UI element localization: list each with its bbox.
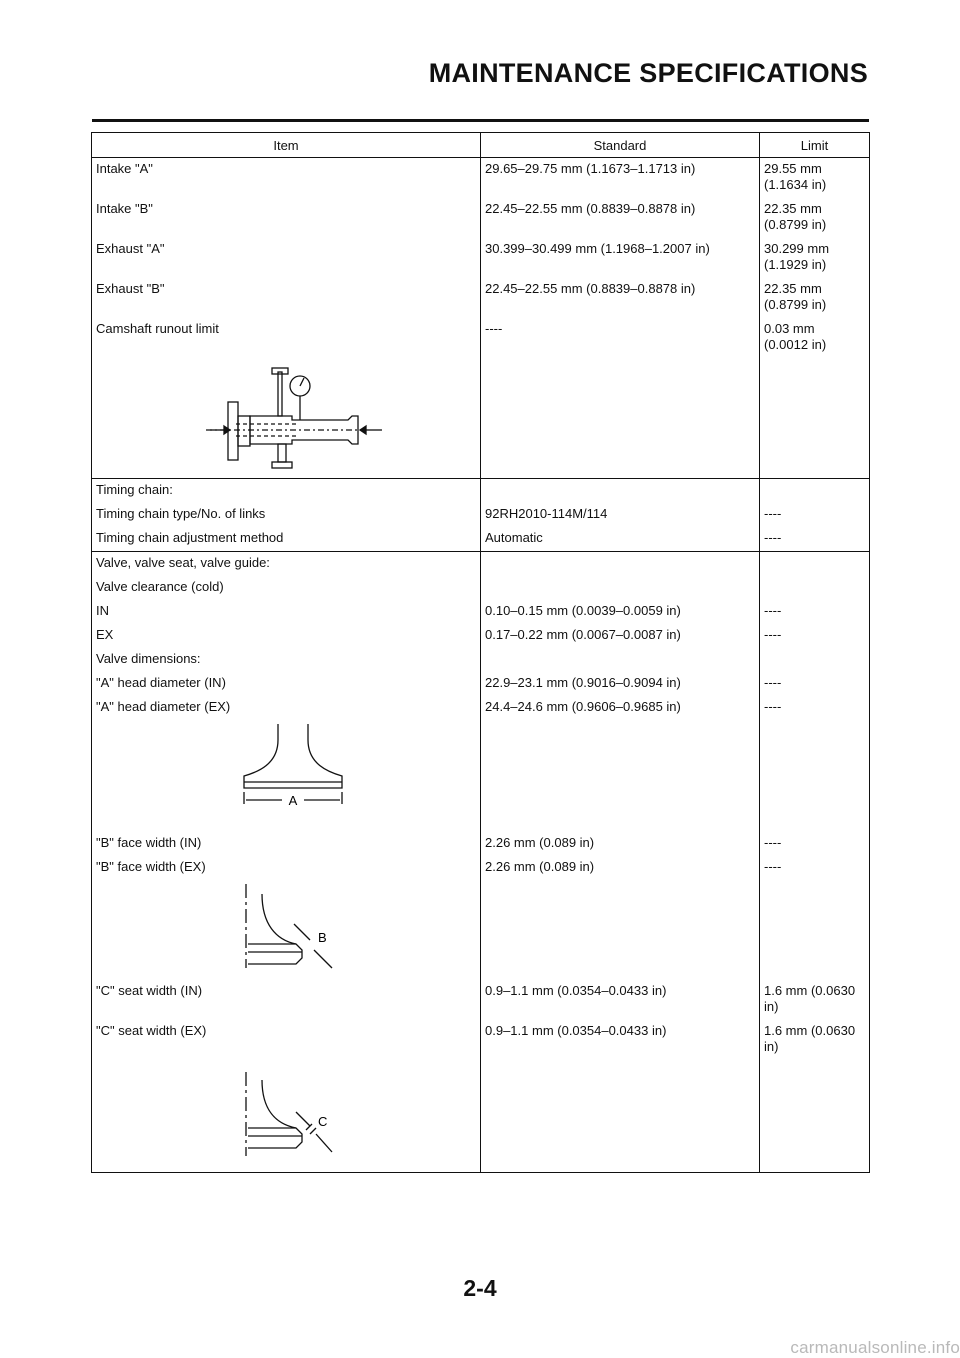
subsection-heading: Valve dimensions: bbox=[92, 648, 481, 672]
item-cell: "A" head diameter (EX) bbox=[92, 696, 481, 720]
limit-line: 22.35 mm bbox=[764, 201, 822, 216]
empty-cell bbox=[481, 552, 760, 577]
standard-cell: 0.10–0.15 mm (0.0039–0.0059 in) bbox=[481, 600, 760, 624]
empty-cell bbox=[760, 552, 870, 577]
table-row bbox=[92, 238, 870, 278]
figure-row bbox=[92, 1060, 870, 1173]
limit-line: (0.8799 in) bbox=[764, 297, 827, 312]
figure-label-b: B bbox=[318, 930, 327, 945]
standard-cell: 24.4–24.6 mm (0.9606–0.9685 in) bbox=[481, 696, 760, 720]
limit-cell: ---- bbox=[760, 600, 870, 624]
empty-cell bbox=[760, 479, 870, 504]
figure-cell bbox=[92, 720, 481, 832]
header-item: Item bbox=[92, 133, 481, 158]
figure-cell bbox=[92, 1060, 481, 1173]
section-heading: Valve, valve seat, valve guide: bbox=[92, 552, 481, 577]
empty-cell bbox=[760, 576, 870, 600]
limit-line: 29.55 mm bbox=[764, 161, 822, 176]
figure-label-a: A bbox=[288, 793, 298, 808]
limit-line: 1.6 mm (0.0630 bbox=[764, 983, 856, 998]
header-limit: Limit bbox=[760, 133, 870, 158]
figure-spacer bbox=[760, 1060, 870, 1173]
table-row bbox=[92, 696, 870, 720]
limit-cell bbox=[760, 1020, 870, 1060]
subsection-heading: Valve clearance (cold) bbox=[92, 576, 481, 600]
standard-cell: 0.17–0.22 mm (0.0067–0.0087 in) bbox=[481, 624, 760, 648]
item-cell: "C" seat width (IN) bbox=[92, 980, 481, 1020]
valve-face-width-figure bbox=[96, 880, 476, 980]
standard-cell: 22.9–23.1 mm (0.9016–0.9094 in) bbox=[481, 672, 760, 696]
standard-cell: 22.45–22.55 mm (0.8839–0.8878 in) bbox=[481, 198, 760, 238]
section-row bbox=[92, 552, 870, 577]
item-cell: Intake "B" bbox=[92, 198, 481, 238]
empty-cell bbox=[481, 576, 760, 600]
page-title: MAINTENANCE SPECIFICATIONS bbox=[428, 58, 868, 88]
standard-cell: 92RH2010-114M/114 bbox=[481, 503, 760, 527]
limit-line: in) bbox=[764, 1039, 779, 1054]
subsection-row bbox=[92, 648, 870, 672]
empty-cell bbox=[481, 648, 760, 672]
table-row bbox=[92, 980, 870, 1020]
item-cell: "A" head diameter (IN) bbox=[92, 672, 481, 696]
figure-row bbox=[92, 880, 870, 980]
limit-line: in) bbox=[764, 999, 779, 1014]
table-row bbox=[92, 624, 870, 648]
table-row bbox=[92, 672, 870, 696]
limit-cell: ---- bbox=[760, 503, 870, 527]
figure-spacer bbox=[481, 1060, 760, 1173]
limit-line: (1.1634 in) bbox=[764, 177, 827, 192]
item-cell: Camshaft runout limit bbox=[92, 318, 481, 358]
camshaft-runout-figure bbox=[96, 358, 476, 478]
standard-cell: 2.26 mm (0.089 in) bbox=[481, 856, 760, 880]
limit-cell bbox=[760, 198, 870, 238]
limit-cell: ---- bbox=[760, 696, 870, 720]
table-row bbox=[92, 198, 870, 238]
spec-table bbox=[91, 132, 870, 1173]
figure-cell bbox=[92, 880, 481, 980]
table-row bbox=[92, 600, 870, 624]
item-cell: "B" face width (EX) bbox=[92, 856, 481, 880]
page-number: 2-4 bbox=[463, 1275, 497, 1301]
standard-cell: ---- bbox=[481, 318, 760, 358]
valve-seat-width-figure bbox=[96, 1060, 476, 1172]
item-cell: Timing chain adjustment method bbox=[92, 527, 481, 552]
figure-spacer bbox=[481, 358, 760, 479]
watermark: carmanualsonline.info bbox=[790, 1338, 960, 1357]
standard-cell: 0.9–1.1 mm (0.0354–0.0433 in) bbox=[481, 980, 760, 1020]
figure-label-c: C bbox=[318, 1114, 328, 1129]
item-cell: Timing chain type/No. of links bbox=[92, 503, 481, 527]
limit-cell bbox=[760, 318, 870, 358]
limit-cell bbox=[760, 238, 870, 278]
limit-line: 1.6 mm (0.0630 bbox=[764, 1023, 856, 1038]
figure-spacer bbox=[481, 720, 760, 832]
limit-line: 22.35 mm bbox=[764, 281, 822, 296]
table-row bbox=[92, 503, 870, 527]
limit-line: (0.0012 in) bbox=[764, 337, 827, 352]
standard-cell: 22.45–22.55 mm (0.8839–0.8878 in) bbox=[481, 278, 760, 318]
figure-row bbox=[92, 720, 870, 832]
limit-cell: ---- bbox=[760, 832, 870, 856]
figure-spacer bbox=[760, 720, 870, 832]
section-heading: Timing chain: bbox=[92, 479, 481, 504]
item-cell: Exhaust "A" bbox=[92, 238, 481, 278]
item-cell: EX bbox=[92, 624, 481, 648]
empty-cell bbox=[481, 479, 760, 504]
item-cell: Exhaust "B" bbox=[92, 278, 481, 318]
empty-cell bbox=[760, 648, 870, 672]
table-header-row bbox=[92, 133, 870, 158]
subsection-row bbox=[92, 576, 870, 600]
figure-row bbox=[92, 358, 870, 479]
item-cell: Intake "A" bbox=[92, 158, 481, 199]
figure-cell bbox=[92, 358, 481, 479]
limit-cell: ---- bbox=[760, 856, 870, 880]
table-row bbox=[92, 278, 870, 318]
limit-cell bbox=[760, 980, 870, 1020]
item-cell: IN bbox=[92, 600, 481, 624]
item-cell: "B" face width (IN) bbox=[92, 832, 481, 856]
table-row bbox=[92, 1020, 870, 1060]
table-row bbox=[92, 158, 870, 199]
header-standard: Standard bbox=[481, 133, 760, 158]
limit-cell: ---- bbox=[760, 672, 870, 696]
standard-cell: 0.9–1.1 mm (0.0354–0.0433 in) bbox=[481, 1020, 760, 1060]
limit-cell: ---- bbox=[760, 527, 870, 552]
item-cell: "C" seat width (EX) bbox=[92, 1020, 481, 1060]
table-row bbox=[92, 527, 870, 552]
limit-cell bbox=[760, 158, 870, 199]
section-row bbox=[92, 479, 870, 504]
table-row bbox=[92, 318, 870, 358]
standard-cell: 2.26 mm (0.089 in) bbox=[481, 832, 760, 856]
valve-head-diameter-figure bbox=[96, 720, 476, 832]
figure-spacer bbox=[481, 880, 760, 980]
limit-cell: ---- bbox=[760, 624, 870, 648]
standard-cell: 30.399–30.499 mm (1.1968–1.2007 in) bbox=[481, 238, 760, 278]
table-row bbox=[92, 856, 870, 880]
table-row bbox=[92, 832, 870, 856]
limit-cell bbox=[760, 278, 870, 318]
figure-spacer bbox=[760, 358, 870, 479]
limit-line: 0.03 mm bbox=[764, 321, 815, 336]
standard-cell: 29.65–29.75 mm (1.1673–1.1713 in) bbox=[481, 158, 760, 199]
limit-line: (1.1929 in) bbox=[764, 257, 827, 272]
limit-line: 30.299 mm bbox=[764, 241, 830, 256]
limit-line: (0.8799 in) bbox=[764, 217, 827, 232]
title-rule bbox=[92, 119, 869, 122]
figure-spacer bbox=[760, 880, 870, 980]
standard-cell: Automatic bbox=[481, 527, 760, 552]
